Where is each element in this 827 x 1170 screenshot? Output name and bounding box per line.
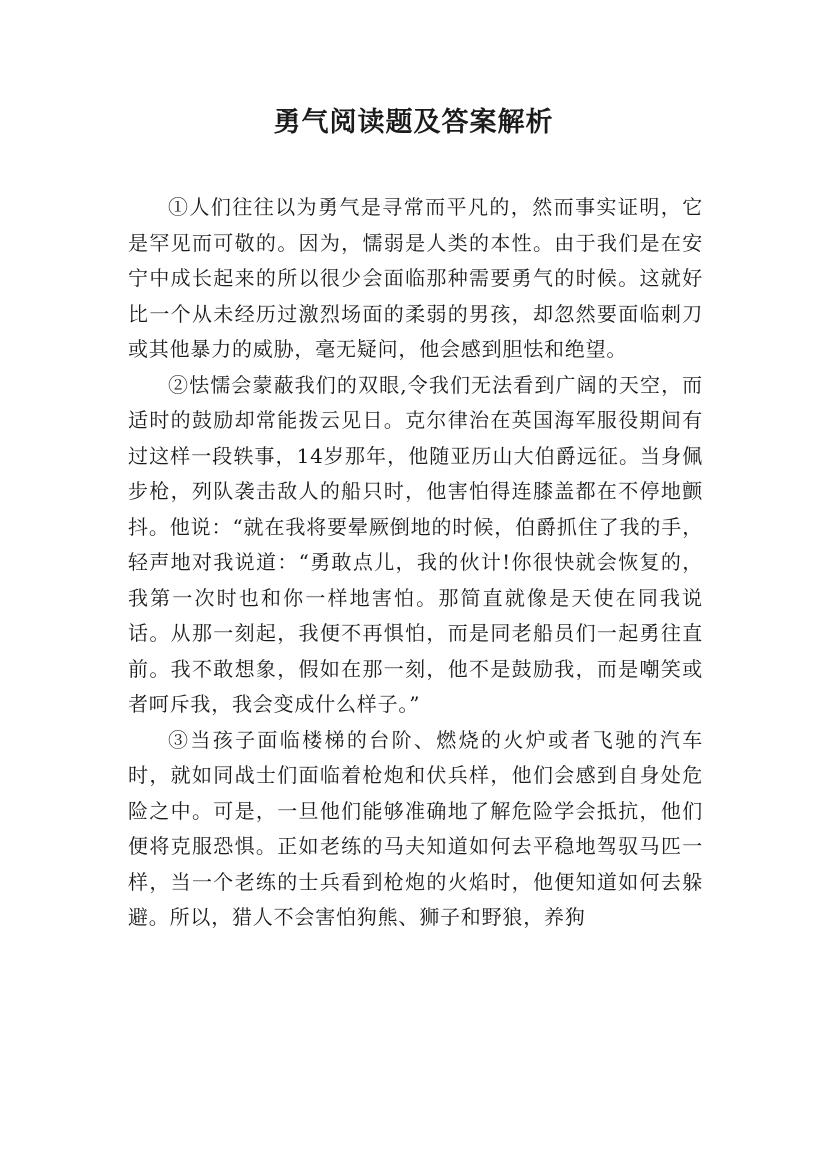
paragraph-1: ①人们往往以为勇气是寻常而平凡的，然而事实证明，它是罕见而可敬的。因为，懦弱是人类的本性。由于我们是在安宁中成长起来的所以很少会面临那种需要勇气的时候。这就好比一个从未经历过激烈场面的柔弱的男孩，却忽然要面临刺刀或其他暴力的威胁，毫无疑问，他会感到胆怯和绝望。 xyxy=(128,195,703,361)
document-title: 勇气阅读题及答案解析 xyxy=(273,107,554,138)
paragraph-2: ②怯懦会蒙蔽我们的双眼,令我们无法看到广阔的天空，而适时的鼓励却常能拨云见日。克尔律治在英国海军服役期间有过这样一段轶事，14岁那年，他随亚历山大伯爵远征。当身佩步枪，列队袭击敌人的船只时，他害怕得连膝盖都在不停地颤抖。他说：“就在我将要晕厥倒地的时候，伯爵抓住了我的手，轻声地对我说道：“勇敢点儿，我的伙计!你很快就会恢复的，我第一次时也和你一样地害怕。那简直就像是天使在同我说话。从那一刻起，我便不再惧怕，而是同老船员们一起勇往直前。我不敢想象，假如在那一刻，他不是鼓励我，而是嘲笑或者呵斥我，我会变成什么样子。” xyxy=(128,372,703,716)
document-body xyxy=(128,190,703,936)
paragraph-3: ③当孩子面临楼梯的台阶、燃烧的火炉或者飞驰的汽车时，就如同战士们面临着枪炮和伏兵样，他们会感到自身处危险之中。可是，一旦他们能够准确地了解危险学会抵抗，他们便将克服恐惧。正如老练的马夫知道如何去平稳地驾驭马匹一样，当一个老练的士兵看到枪炮的火焰时，他便知道如何去躲避。所以，猎人不会害怕狗熊、狮子和野狼，养狗 xyxy=(128,727,703,929)
